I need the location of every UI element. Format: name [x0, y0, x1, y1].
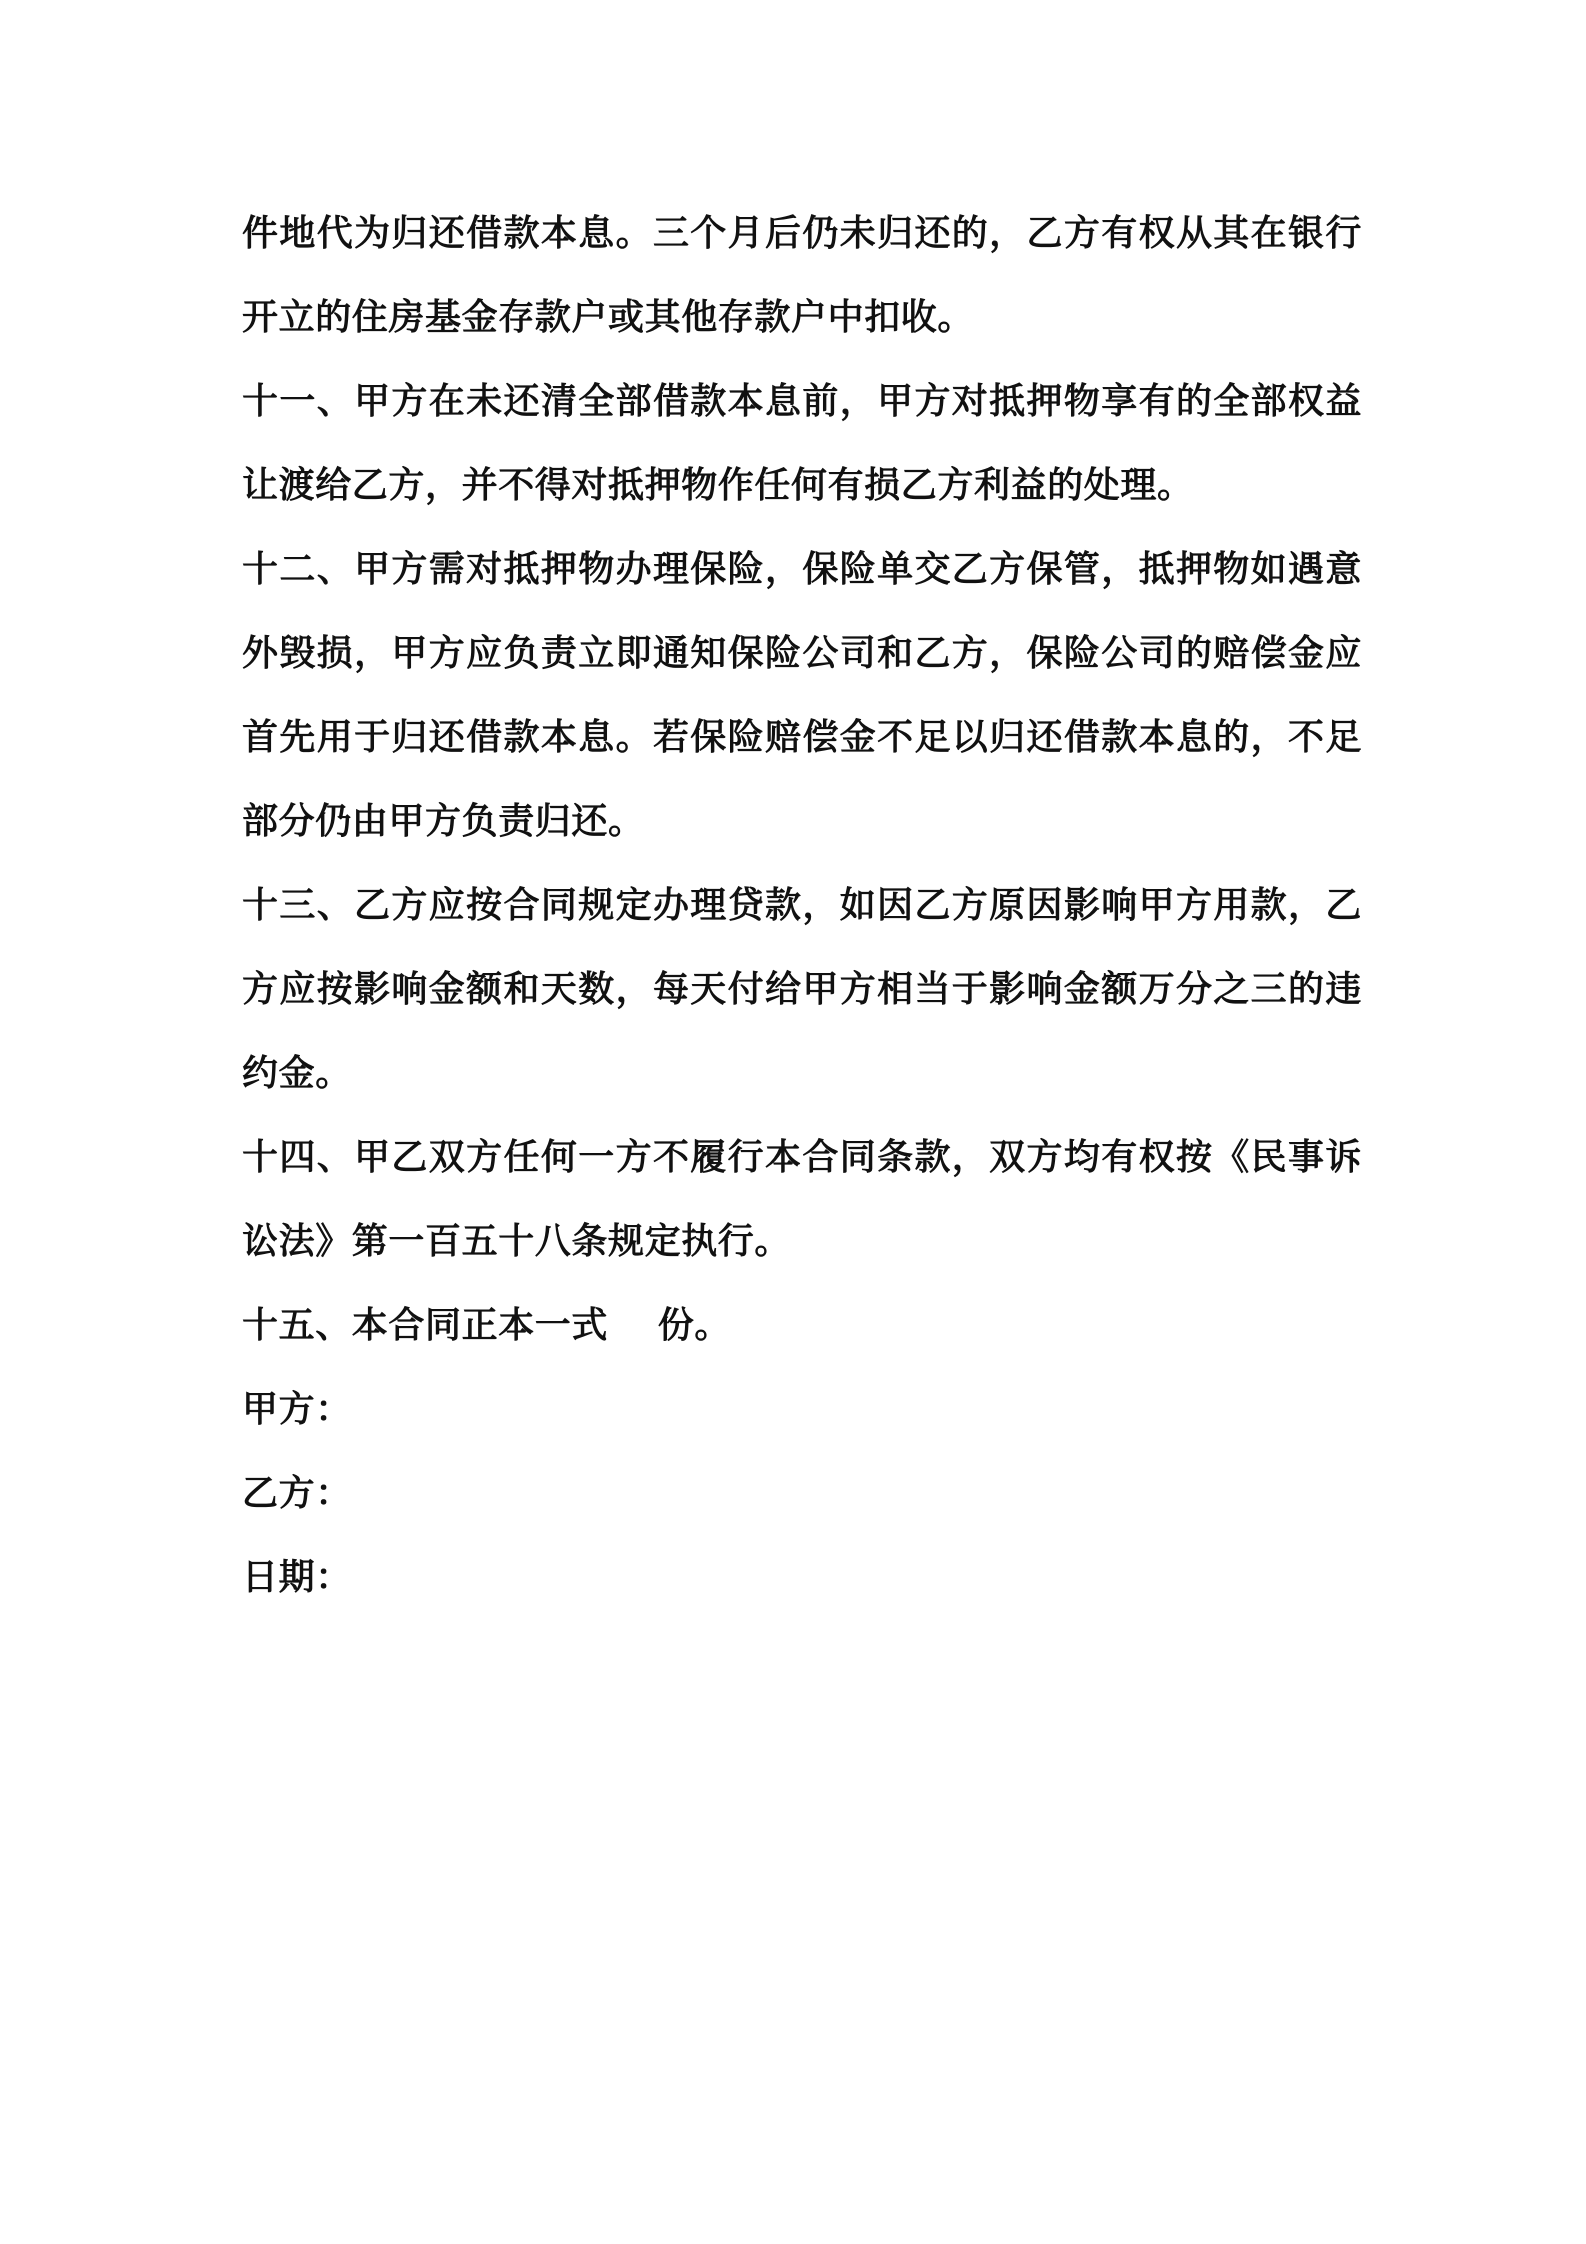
- clause-13: 十三、乙方应按合同规定办理贷款，如因乙方原因影响甲方用款，乙方应按影响金额和天数，每天付给甲方相当于影响金额万分之三的违约金。: [242, 885, 1362, 1094]
- party-b-signature-line: 乙方：: [242, 1473, 352, 1514]
- clause-10-continued: 件地代为归还借款本息。三个月后仍未归还的，乙方有权从其在银行开立的住房基金存款户或其他存款户中扣收。: [242, 213, 1362, 338]
- party-a-signature-line: 甲方：: [242, 1389, 352, 1430]
- clause-15: 十五、本合同正本一式 份。: [242, 1305, 731, 1346]
- date-line: 日期：: [242, 1557, 352, 1598]
- clause-12: 十二、甲方需对抵押物办理保险，保险单交乙方保管，抵押物如遇意外毁损，甲方应负责立即通知保险公司和乙方，保险公司的赔偿金应首先用于归还借款本息。若保险赔偿金不足以归还借款本息的，不足部分仍由甲方负责归还。: [242, 549, 1362, 842]
- clause-11: 十一、甲方在未还清全部借款本息前，甲方对抵押物享有的全部权益让渡给乙方，并不得对抵押物作任何有损乙方利益的处理。: [242, 381, 1362, 506]
- document-body: [242, 192, 1362, 1620]
- clause-14: 十四、甲乙双方任何一方不履行本合同条款，双方均有权按《民事诉讼法》第一百五十八条规定执行。: [242, 1137, 1362, 1262]
